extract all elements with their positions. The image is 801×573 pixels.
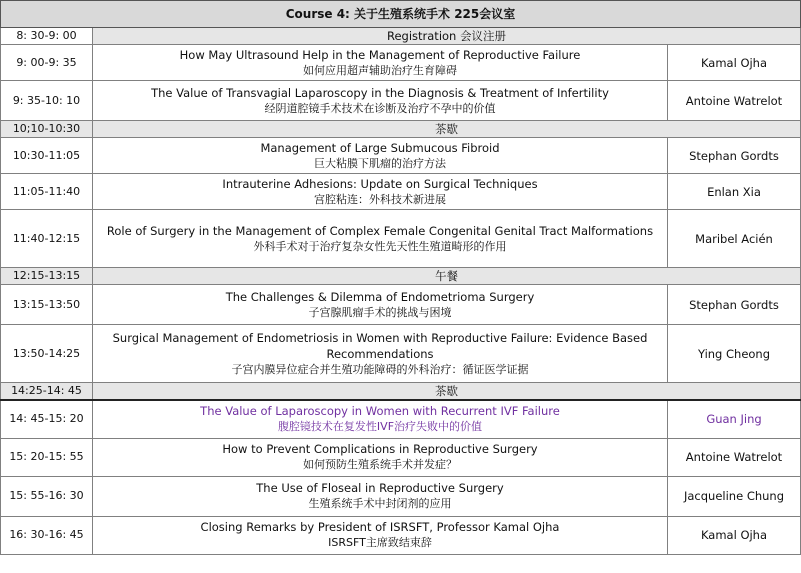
time-cell: 13:50-14:25 bbox=[1, 325, 93, 383]
time-cell: 15: 20-15: 55 bbox=[1, 438, 93, 476]
talk-title-en: Surgical Management of Endometriosis in Women with Reproductive Failure: Evidence Based Recommendations bbox=[112, 330, 648, 361]
time-cell: 13:15-13:50 bbox=[1, 285, 93, 325]
time-cell: 9: 35-10: 10 bbox=[1, 81, 93, 121]
speaker-cell: Maribel Acién bbox=[668, 210, 801, 268]
time-cell: 9: 00-9: 35 bbox=[1, 45, 93, 81]
talk-title-en: Closing Remarks by President of ISRSFT, Professor Kamal Ojha bbox=[200, 520, 560, 534]
table-row bbox=[1, 45, 801, 81]
registration-cell: Registration 会议注册 bbox=[93, 28, 801, 45]
speaker-cell: Guan Jing bbox=[668, 400, 801, 438]
time-cell: 12:15-13:15 bbox=[1, 268, 93, 285]
time-cell: 16: 30-16: 45 bbox=[1, 516, 93, 554]
time-cell: 14: 45-15: 20 bbox=[1, 400, 93, 438]
table-row bbox=[1, 516, 801, 554]
talk-cell bbox=[93, 400, 668, 438]
talk-title-en: The Value of Laparoscopy in Women with Recurrent IVF Failure bbox=[200, 404, 560, 419]
time-cell: 8: 30-9: 00 bbox=[1, 28, 93, 45]
talk-title-en: Role of Surgery in the Management of Complex Female Congenital Genital Tract Malformations bbox=[106, 223, 654, 238]
title-row bbox=[1, 1, 801, 28]
talk-title-cn: 子宫内膜异位症合并生殖功能障碍的外科治疗：循证医学证据 bbox=[231, 362, 529, 376]
talk-title-cn: 子宫腺肌瘤手术的挑战与困境 bbox=[308, 305, 452, 319]
table-row bbox=[1, 81, 801, 121]
talk-cell bbox=[93, 174, 668, 210]
talk-title-cn: 如何预防生殖系统手术并发症？ bbox=[303, 458, 457, 471]
time-cell: 11:05-11:40 bbox=[1, 174, 93, 210]
speaker-cell: Enlan Xia bbox=[668, 174, 801, 210]
talk-title-en: How to Prevent Complications in Reproductive Surgery bbox=[222, 442, 538, 456]
time-cell: 15: 55-16: 30 bbox=[1, 476, 93, 516]
speaker-cell: Antoine Watrelot bbox=[668, 438, 801, 476]
talk-cell bbox=[93, 476, 668, 516]
time-cell: 14:25-14: 45 bbox=[1, 383, 93, 401]
talk-title-en: Management of Large Submucous Fibroid bbox=[260, 140, 500, 155]
table-row bbox=[1, 400, 801, 438]
talk-cell bbox=[93, 438, 668, 476]
speaker-cell: Jacqueline Chung bbox=[668, 476, 801, 516]
speaker-cell: Antoine Watrelot bbox=[668, 81, 801, 121]
talk-cell bbox=[93, 138, 668, 174]
table-row bbox=[1, 476, 801, 516]
talk-title-cn: 生殖系统手术中封闭剂的应用 bbox=[308, 497, 452, 510]
talk-title-en: The Use of Floseal in Reproductive Surgery bbox=[256, 481, 504, 495]
speaker-cell: Ying Cheong bbox=[668, 325, 801, 383]
talk-title-cn: 腹腔镜技术在复发性IVF治疗失败中的价值 bbox=[277, 420, 483, 434]
table-row bbox=[1, 268, 801, 285]
break-cell: 茶歇 bbox=[93, 383, 801, 401]
table-row bbox=[1, 121, 801, 138]
talk-title-en: The Challenges & Dilemma of Endometrioma Surgery bbox=[225, 289, 535, 304]
talk-cell bbox=[93, 285, 668, 325]
time-cell: 11:40-12:15 bbox=[1, 210, 93, 268]
speaker-cell: Kamal Ojha bbox=[668, 45, 801, 81]
talk-title-en: The Value of Transvagial Laparoscopy in the Diagnosis & Treatment of Infertility bbox=[151, 85, 609, 100]
table-row bbox=[1, 28, 801, 45]
talk-title-en: Intrauterine Adhesions: Update on Surgical Techniques bbox=[222, 176, 538, 191]
talk-title-cn: 外科手术对于治疗复杂女性先天性生殖道畸形的作用 bbox=[253, 239, 507, 253]
table-row bbox=[1, 383, 801, 401]
talk-cell bbox=[93, 81, 668, 121]
time-cell: 10:30-11:05 bbox=[1, 138, 93, 174]
talk-cell bbox=[93, 210, 668, 268]
speaker-cell: Stephan Gordts bbox=[668, 138, 801, 174]
table-row bbox=[1, 138, 801, 174]
talk-title-cn: 宫腔粘连：外科技术新进展 bbox=[314, 192, 446, 206]
talk-title-cn: ISRSFT主席致结束辞 bbox=[328, 536, 432, 549]
talk-cell bbox=[93, 516, 668, 554]
table-row bbox=[1, 438, 801, 476]
talk-title-en: How May Ultrasound Help in the Management of Reproductive Failure bbox=[179, 47, 581, 62]
time-cell: 10;10-10:30 bbox=[1, 121, 93, 138]
speaker-cell: Kamal Ojha bbox=[668, 516, 801, 554]
table-row bbox=[1, 210, 801, 268]
speaker-cell: Stephan Gordts bbox=[668, 285, 801, 325]
break-cell: 午餐 bbox=[93, 268, 801, 285]
course-title: Course 4: 关于生殖系统手术 225会议室 bbox=[1, 1, 801, 28]
break-cell: 茶歇 bbox=[93, 121, 801, 138]
talk-title-cn: 巨大粘膜下肌瘤的治疗方法 bbox=[314, 156, 446, 170]
talk-cell bbox=[93, 325, 668, 383]
talk-cell bbox=[93, 45, 668, 81]
table-row bbox=[1, 174, 801, 210]
talk-title-cn: 如何应用超声辅助治疗生育障碍 bbox=[303, 63, 457, 77]
talk-title-cn: 经阴道腔镜手术技术在诊断及治疗不孕中的价值 bbox=[264, 101, 496, 115]
table-row bbox=[1, 325, 801, 383]
table-row bbox=[1, 285, 801, 325]
